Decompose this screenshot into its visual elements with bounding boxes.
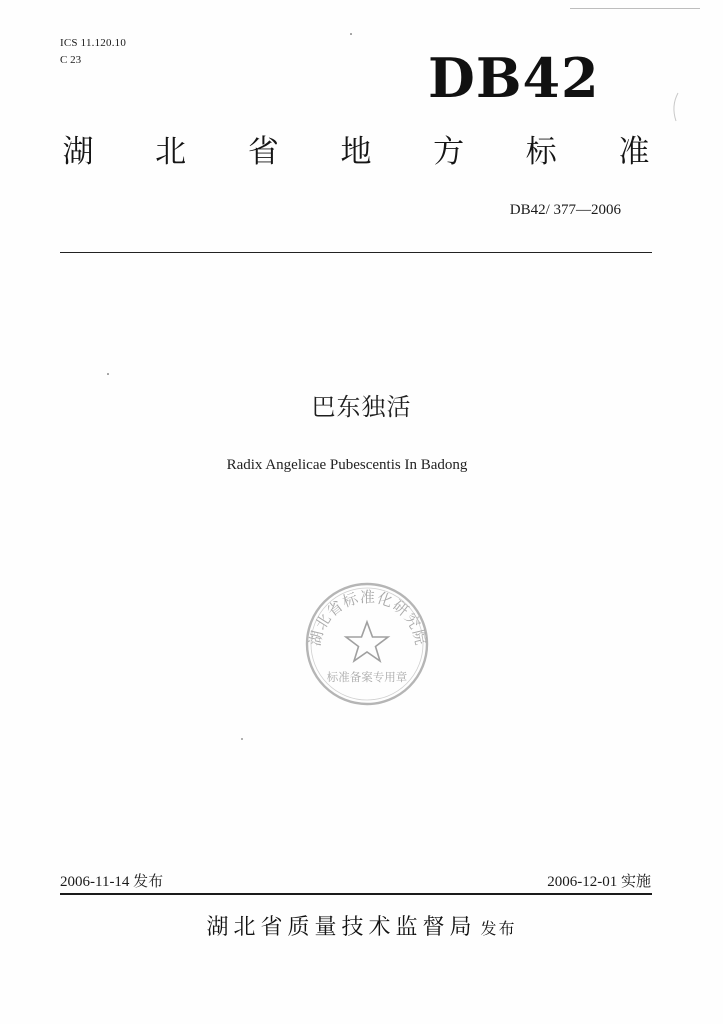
issuer-suffix: 发布 bbox=[480, 919, 517, 938]
kind-char: 地 bbox=[340, 134, 372, 170]
header-divider bbox=[60, 252, 652, 253]
kind-char: 准 bbox=[618, 134, 650, 170]
scan-edge-mark bbox=[668, 92, 680, 122]
kind-char: 方 bbox=[433, 134, 465, 170]
implementation-date: 2006-12-01 实施 bbox=[547, 874, 651, 890]
kind-char: 省 bbox=[247, 134, 279, 170]
svg-text:湖北省标准化研究院: 湖北省标准化研究院 bbox=[305, 588, 431, 648]
kind-char: 湖 bbox=[62, 134, 94, 170]
official-seal-stamp bbox=[298, 578, 436, 708]
standard-number: DB42/ 377—2006 bbox=[509, 202, 621, 218]
ccs-code: C 23 bbox=[60, 54, 82, 66]
top-edge-line bbox=[570, 8, 700, 9]
issuing-authority bbox=[0, 912, 723, 944]
title-chinese: 巴东独活 bbox=[311, 393, 412, 421]
db-code-logo: DB42 bbox=[428, 46, 600, 110]
ics-code: ICS 11.120.10 bbox=[60, 37, 127, 49]
scan-speck bbox=[350, 33, 352, 35]
footer-divider bbox=[60, 893, 652, 895]
issuer-name: 湖北省质量技术监督局 bbox=[206, 915, 477, 940]
issue-date: 2006-11-14 发布 bbox=[60, 874, 164, 890]
svg-text:标准备案专用章: 标准备案专用章 bbox=[326, 670, 408, 684]
scan-speck bbox=[107, 373, 109, 375]
scan-speck bbox=[241, 738, 243, 740]
title-english: Radix Angelicae Pubescentis In Badong bbox=[226, 457, 468, 473]
kind-char: 北 bbox=[155, 134, 187, 170]
kind-char: 标 bbox=[525, 134, 557, 170]
standard-kind-heading bbox=[58, 130, 654, 174]
